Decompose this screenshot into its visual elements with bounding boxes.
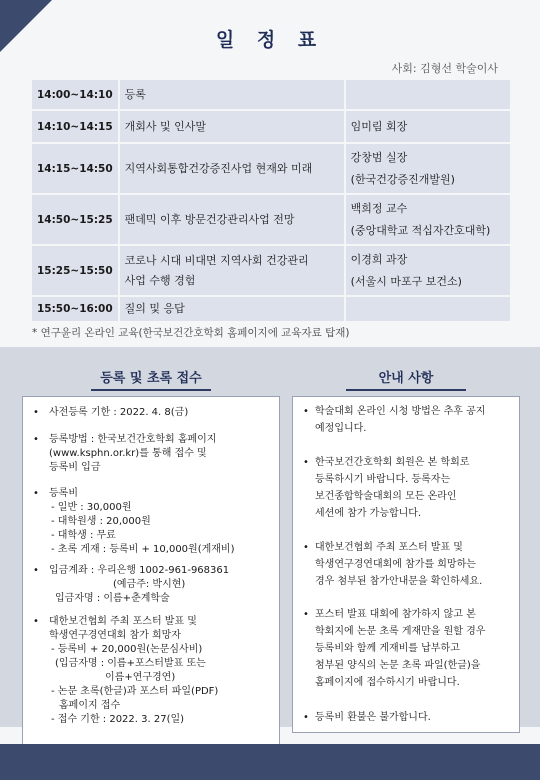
registration-item xyxy=(33,487,234,556)
schedule-speaker xyxy=(346,80,510,109)
guide-line: 대한보건협회 주최 포스터 발표 및 xyxy=(315,542,463,553)
schedule-speaker xyxy=(346,111,510,142)
registration-line: 학생연구경연대회 참가 희망자 xyxy=(49,630,181,641)
registration-line: - 대학원생 : 20,000원 xyxy=(51,516,151,527)
bullet-icon: • xyxy=(303,712,309,723)
ethics-note: * 연구윤리 온라인 교육(한국보건간호학회 홈페이지에 교육자료 탑재) xyxy=(32,327,350,339)
bullet-icon: • xyxy=(303,609,309,620)
guide-box xyxy=(292,396,520,733)
schedule-topic xyxy=(120,111,344,142)
guide-item xyxy=(303,606,518,691)
registration-line: 입금자명 : 이름+춘계학술 xyxy=(55,593,170,604)
guide-line: 등록비 환불은 불가합니다. xyxy=(315,712,431,723)
schedule-topic xyxy=(120,195,344,244)
schedule-speaker-line: 백희정 교수 xyxy=(350,201,408,215)
guide-line: 학생연구경연대회에 참가를 희망하는 xyxy=(315,559,476,570)
schedule-topic-line: 팬데믹 이후 방문건강관리사업 전망 xyxy=(124,212,295,226)
registration-line: - 일반 : 30,000원 xyxy=(51,502,132,513)
page-title: 일 정 표 xyxy=(215,29,325,51)
schedule-speaker xyxy=(346,195,510,244)
schedule-time: 15:50~16:00 xyxy=(32,297,118,321)
registration-item xyxy=(33,433,216,474)
guide-line: 홈페이지에 접수하시기 바랍니다. xyxy=(315,677,460,688)
registration-line: - 대학생 : 무료 xyxy=(51,530,116,541)
guide-line: 첨부된 양식의 논문 초록 파일(한글)을 xyxy=(315,660,481,671)
schedule-row xyxy=(32,297,510,321)
schedule-topic-line: 코로나 시대 비대면 지역사회 건강관리 xyxy=(124,253,309,267)
schedule-speaker-line: (중앙대학교 적십자간호대학) xyxy=(350,223,491,237)
bullet-icon: • xyxy=(33,407,39,418)
guide-line: 등록하시기 바랍니다. 등록자는 xyxy=(315,474,451,485)
schedule-topic xyxy=(120,297,344,321)
schedule-row xyxy=(32,80,510,109)
schedule-topic-line: 사업 수행 경험 xyxy=(124,273,196,287)
guide-line: 예정입니다. xyxy=(315,423,367,434)
schedule-speaker-line: (한국건강증진개발원) xyxy=(350,172,455,186)
registration-line: 이름+연구경연) xyxy=(105,672,176,683)
registration-line: 등록방법 : 한국보건간호학회 홈페이지 xyxy=(49,434,217,445)
bullet-icon: • xyxy=(33,434,39,445)
guide-line: 학회지에 논문 초록 게재만을 원할 경우 xyxy=(315,626,486,637)
registration-title: 등록 및 초록 접수 xyxy=(22,365,280,393)
schedule-speaker xyxy=(346,297,510,321)
registration-line: - 접수 기한 : 2022. 3. 27(일) xyxy=(51,714,185,725)
schedule-speaker-line: 임미림 회장 xyxy=(350,119,408,133)
bullet-icon: • xyxy=(303,406,309,417)
schedule-topic xyxy=(120,246,344,295)
registration-line: 등록비 입금 xyxy=(49,462,101,473)
schedule-table xyxy=(30,78,512,323)
registration-item xyxy=(33,615,218,726)
guide-line: 포스터 발표 대회에 참가하지 않고 본 xyxy=(315,609,476,620)
schedule-speaker-line: (서울시 마포구 보건소) xyxy=(350,274,462,288)
footer-bar xyxy=(0,744,540,780)
registration-line: (입금자명 : 이름+포스터발표 또는 xyxy=(55,658,206,669)
schedule-topic xyxy=(120,144,344,193)
guide-item xyxy=(303,454,518,522)
guide-line: 세션에 참가 가능합니다. xyxy=(315,508,422,519)
schedule-topic-line: 지역사회통합건강증진사업 현재와 미래 xyxy=(124,161,313,175)
registration-line: (www.ksphn.or.kr)를 통해 접수 및 xyxy=(49,448,207,459)
registration-line: 사전등록 기한 : 2022. 4. 8(금) xyxy=(49,407,189,418)
registration-line: - 논문 초록(한글)과 포스터 파일(PDF) xyxy=(51,686,219,697)
guide-line: 등록비와 함께 게재비를 납부하고 xyxy=(315,643,460,654)
registration-line: - 초록 게재 : 등록비 + 10,000원(게재비) xyxy=(51,544,235,555)
registration-item xyxy=(33,406,188,419)
schedule-time: 14:15~14:50 xyxy=(32,144,118,193)
guide-line: 한국보건간호학회 회원은 본 학회로 xyxy=(315,457,470,468)
guide-item xyxy=(303,539,518,590)
registration-item xyxy=(33,564,229,605)
registration-line: 등록비 xyxy=(49,488,78,499)
chair-label: 사회: 김형선 학술이사 xyxy=(391,62,498,75)
schedule-row xyxy=(32,195,510,244)
bullet-icon: • xyxy=(33,488,39,499)
bullet-icon: • xyxy=(33,616,39,627)
registration-line: 홈페이지 접수 xyxy=(59,700,121,711)
guide-line: 경우 첨부된 참가안내문을 확인하세요. xyxy=(315,576,483,587)
guide-line: 학술대회 온라인 시청 방법은 추후 공지 xyxy=(315,406,486,417)
registration-box xyxy=(22,396,280,751)
registration-line: (예금주: 박시현) xyxy=(113,579,186,590)
schedule-speaker xyxy=(346,246,510,295)
schedule-row xyxy=(32,144,510,193)
guide-title: 안내 사항 xyxy=(292,365,520,393)
schedule-speaker-line: 강창범 실장 xyxy=(350,150,408,164)
schedule-topic-line: 질의 및 응답 xyxy=(124,302,185,315)
guide-line: 보건종합학술대회의 모든 온라인 xyxy=(315,491,457,502)
schedule-topic-line: 개회사 및 인사말 xyxy=(124,119,207,133)
schedule-time: 14:00~14:10 xyxy=(32,80,118,109)
schedule-topic xyxy=(120,80,344,109)
schedule-speaker xyxy=(346,144,510,193)
schedule-row xyxy=(32,111,510,142)
bullet-icon: • xyxy=(303,457,309,468)
registration-line: - 등록비 + 20,000원(논문심사비) xyxy=(51,644,203,655)
registration-line: 입금계좌 : 우리은행 1002-961-968361 xyxy=(49,565,230,576)
guide-item xyxy=(303,709,518,726)
schedule-row xyxy=(32,246,510,295)
bullet-icon: • xyxy=(33,565,39,576)
schedule-time: 14:10~14:15 xyxy=(32,111,118,142)
schedule-time: 14:50~15:25 xyxy=(32,195,118,244)
schedule-topic-line: 등록 xyxy=(124,87,146,101)
schedule-speaker-line: 이경희 과장 xyxy=(350,252,408,266)
registration-line: 대한보건협회 주최 포스터 발표 및 xyxy=(49,616,197,627)
guide-item xyxy=(303,403,518,437)
bullet-icon: • xyxy=(303,542,309,553)
schedule-time: 15:25~15:50 xyxy=(32,246,118,295)
